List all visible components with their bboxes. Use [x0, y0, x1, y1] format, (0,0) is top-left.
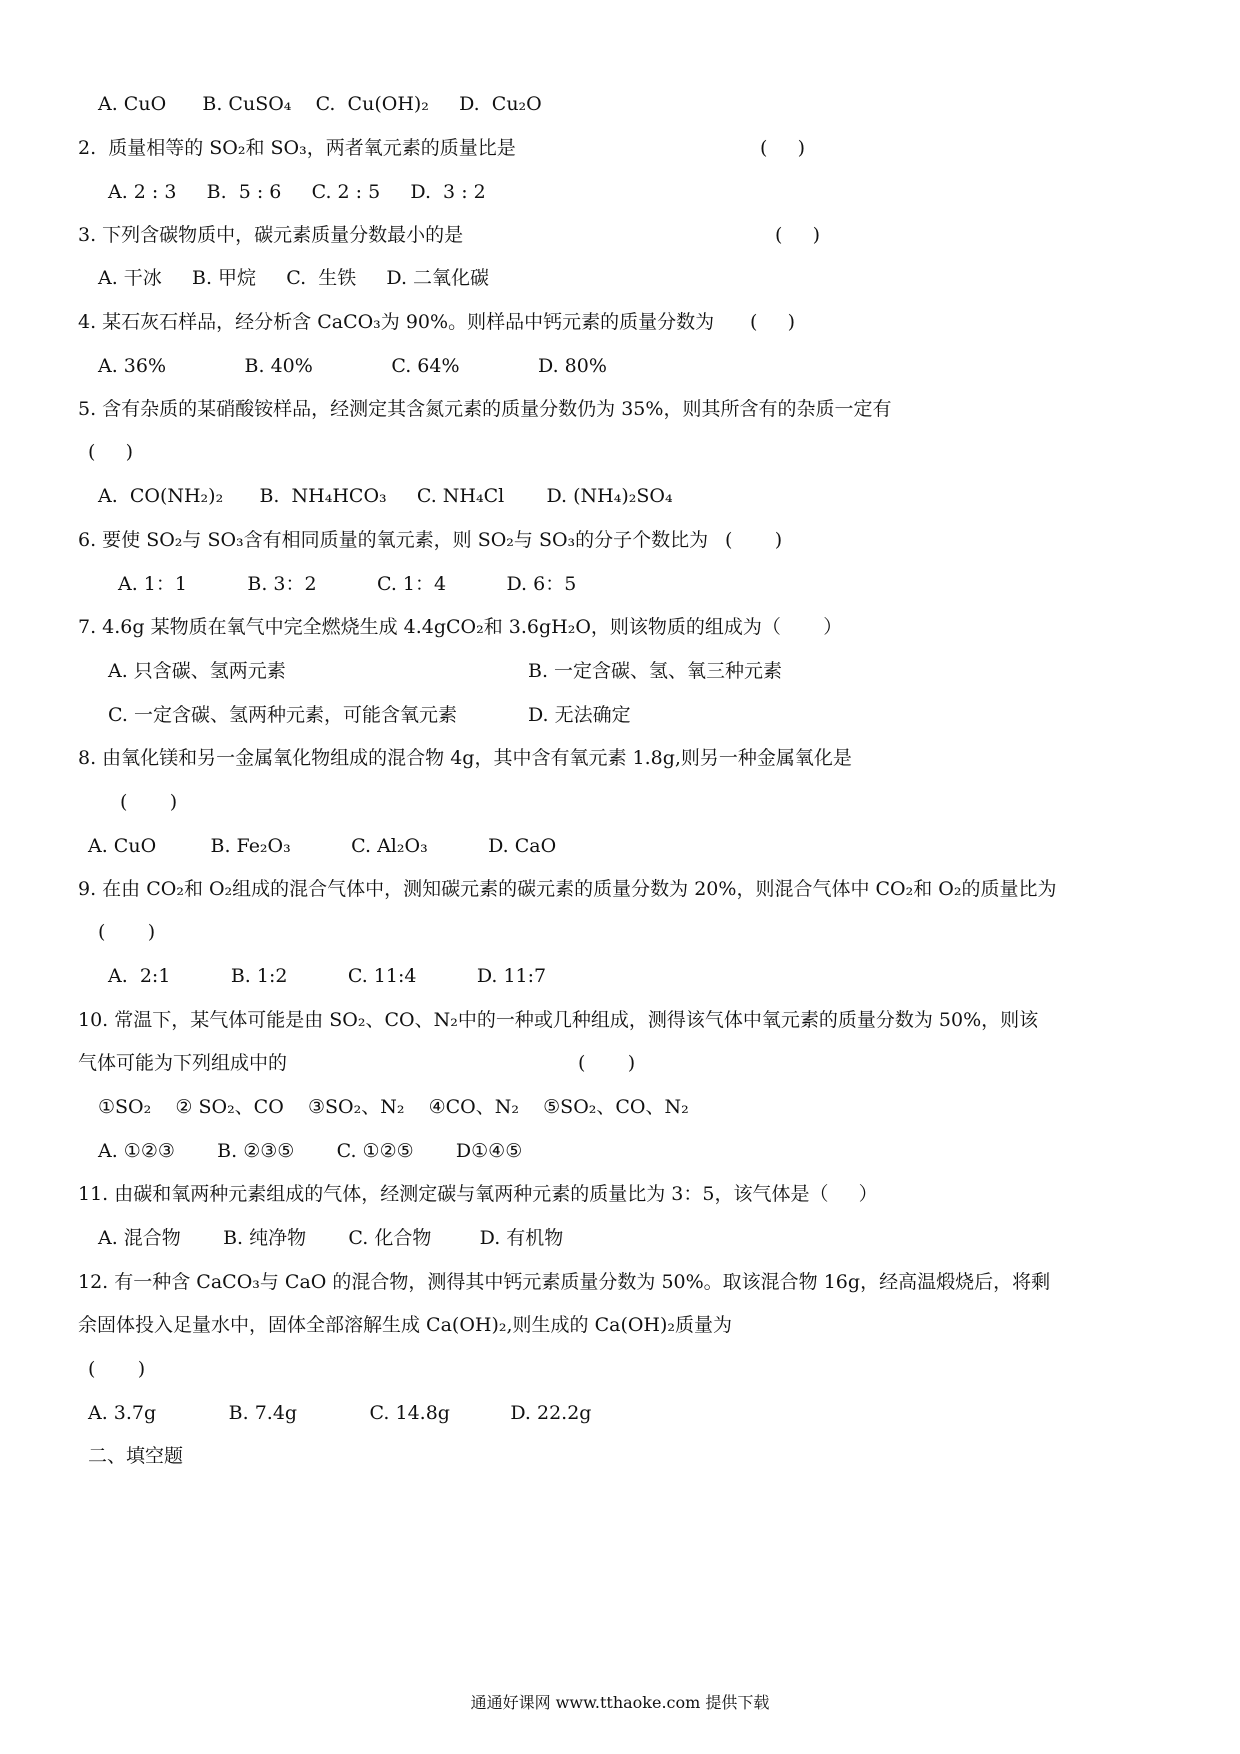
- answer-blank-9: ( ): [98, 921, 156, 943]
- q9-options: A. 2:1 B. 1:2 C. 11:4 D. 11:7: [108, 965, 547, 987]
- answer-blank-3: ( ): [775, 224, 821, 246]
- q4-options: A. 36% B. 40% C. 64% D. 80%: [98, 355, 607, 377]
- answer-blank-10: ( ): [578, 1052, 636, 1074]
- q2-options: A. 2 : 3 B. 5 : 6 C. 2 : 5 D. 3 : 2: [108, 181, 486, 203]
- answer-blank-6: ( ): [725, 529, 783, 551]
- question-11: 11. 由碳和氧两种元素组成的气体，经测定碳与氧两种元素的质量比为 3：5，该气体是（ ）: [78, 1183, 878, 1205]
- question-3: 3. 下列含碳物质中，碳元素质量分数最小的是: [78, 224, 464, 246]
- question-8: 8. 由氧化镁和另一金属氧化物组成的混合物 4g，其中含有氧元素 1.8g,则另一种金属氧化是: [78, 747, 852, 769]
- q8-options: A. CuO B. Fe₂O₃ C. Al₂O₃ D. CaO: [88, 835, 557, 857]
- answer-blank-2: ( ): [760, 137, 806, 159]
- answer-blank-5: ( ): [88, 441, 134, 463]
- question-4: 4. 某石灰石样品，经分析含 CaCO₃为 90%。则样品中钙元素的质量分数为: [78, 311, 715, 333]
- section-heading-fill-in: 二、填空题: [88, 1445, 184, 1467]
- q5-options: A. CO(NH₂)₂ B. NH₄HCO₃ C. NH₄Cl D. (NH₄)₂SO₄: [98, 485, 673, 507]
- q11-options: A. 混合物 B. 纯净物 C. 化合物 D. 有机物: [98, 1227, 564, 1249]
- question-7: 7. 4.6g 某物质在氧气中完全燃烧生成 4.4gCO₂和 3.6gH₂O，则该物质的组成为（ ）: [78, 616, 843, 638]
- q12-options: A. 3.7g B. 7.4g C. 14.8g D. 22.2g: [88, 1402, 592, 1424]
- q7-option-b: B. 一定含碳、氢、氧三种元素: [528, 660, 783, 682]
- question-5: 5. 含有杂质的某硝酸铵样品，经测定其含氮元素的质量分数仍为 35%，则其所含有的杂质一定有: [78, 398, 892, 420]
- q1-options: A. CuO B. CuSO₄ C. Cu(OH)₂ D. Cu₂O: [98, 93, 542, 115]
- footer-download-note: 通通好课网 www.tthaoke.com 提供下载: [470, 1693, 770, 1712]
- question-9: 9. 在由 CO₂和 O₂组成的混合气体中，测知碳元素的碳元素的质量分数为 20%，则混合气体中 CO₂和 O₂的质量比为: [78, 878, 1057, 900]
- answer-blank-12: ( ): [88, 1358, 146, 1380]
- question-10: 10. 常温下，某气体可能是由 SO₂、CO、N₂中的一种或几种组成，测得该气体中氧元素的质量分数为 50%，则该: [78, 1009, 1039, 1031]
- answer-blank-8: ( ): [120, 791, 178, 813]
- question-10-cont: 气体可能为下列组成中的: [78, 1052, 288, 1074]
- question-12-cont: 余固体投入足量水中，固体全部溶解生成 Ca(OH)₂,则生成的 Ca(OH)₂质量为: [78, 1314, 733, 1336]
- question-6: 6. 要使 SO₂与 SO₃含有相同质量的氧元素，则 SO₂与 SO₃的分子个数比为: [78, 529, 709, 551]
- question-12: 12. 有一种含 CaCO₃与 CaO 的混合物，测得其中钙元素质量分数为 50%。取该混合物 16g，经高温煅烧后，将剩: [78, 1271, 1051, 1293]
- q6-options: A. 1：1 B. 3：2 C. 1：4 D. 6：5: [118, 573, 577, 595]
- question-2: 2. 质量相等的 SO₂和 SO₃，两者氧元素的质量比是: [78, 137, 516, 159]
- q7-option-c: C. 一定含碳、氢两种元素，可能含氧元素: [108, 704, 457, 726]
- q7-option-d: D. 无法确定: [528, 704, 631, 726]
- answer-blank-4: ( ): [750, 311, 796, 333]
- q7-option-a: A. 只含碳、氢两元素: [108, 660, 286, 682]
- q3-options: A. 干冰 B. 甲烷 C. 生铁 D. 二氧化碳: [98, 267, 490, 289]
- q10-options: A. ①②③ B. ②③⑤ C. ①②⑤ D①④⑤: [98, 1140, 523, 1162]
- q10-combinations: ①SO₂ ② SO₂、CO ③SO₂、N₂ ④CO、N₂ ⑤SO₂、CO、N₂: [98, 1096, 689, 1118]
